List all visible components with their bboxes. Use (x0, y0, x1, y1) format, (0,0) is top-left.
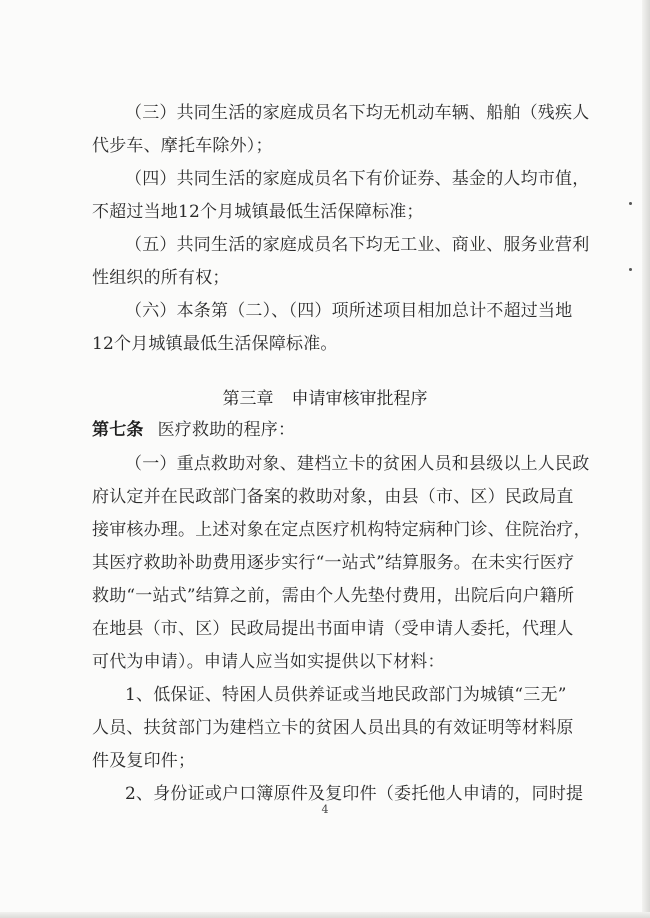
text-line: 12个月城镇最低生活保障标准。 (92, 334, 338, 354)
text-line: 在地县（市、区）民政局提出书面申请（受申请人委托，代理人 (92, 619, 574, 639)
text-line: 府认定并在民政部门备案的救助对象，由县（市、区）民政局直 (92, 487, 574, 507)
text-line: 1、低保证、特困人员供养证或当地民政部门为城镇“三无” (125, 685, 567, 705)
page-number: 4 (321, 803, 329, 816)
text-line: 其医疗救助补助费用逐步实行“一站式”结算服务。在未实行医疗 (92, 553, 575, 573)
text-line: （四）共同生活的家庭成员名下有价证券、基金的人均市值， (125, 169, 590, 189)
text-line: 件及复印件； (92, 751, 196, 771)
text-line: 可代为申请）。申请人应当如实提供以下材料： (92, 652, 445, 672)
text-line: （六）本条第（二）、（四）项所述项目相加总计不超过当地 (125, 301, 573, 321)
chapter-title: 申请审核审批程序 (291, 389, 428, 409)
text-line: 性组织的所有权； (92, 268, 230, 288)
text-line: 不超过当地12个月城镇最低生活保障标准； (92, 202, 424, 222)
chapter-number: 第三章 (222, 389, 274, 409)
text-line: （五）共同生活的家庭成员名下均无工业、商业、服务业营利 (125, 235, 590, 255)
article-heading (0, 415, 650, 440)
chapter-heading (0, 384, 650, 409)
article-title: 医疗救助的程序： (157, 420, 296, 440)
article-number: 第七条 (92, 420, 144, 440)
text-line: （一）重点救助对象、建档立卡的贫困人员和县级以上人民政 (125, 454, 590, 474)
text-line: 救助“一站式”结算之前，需由个人先垫付费用，出院后向户籍所 (92, 586, 575, 606)
text-line: 人员、扶贫部门为建档立卡的贫困人员出具的有效证明等材料原 (92, 718, 574, 738)
text-line: 接审核办理。上述对象在定点医疗机构特定病种门诊、住院治疗， (92, 520, 591, 540)
scan-edge-bottom (0, 912, 650, 918)
text-line: 2、身份证或户口簿原件及复印件（委托他人申请的，同时提 (125, 784, 584, 804)
text-line: （三）共同生活的家庭成员名下均无机动车辆、船舶（残疾人 (125, 103, 590, 123)
text-line: 代步车、摩托车除外）； (92, 136, 273, 156)
